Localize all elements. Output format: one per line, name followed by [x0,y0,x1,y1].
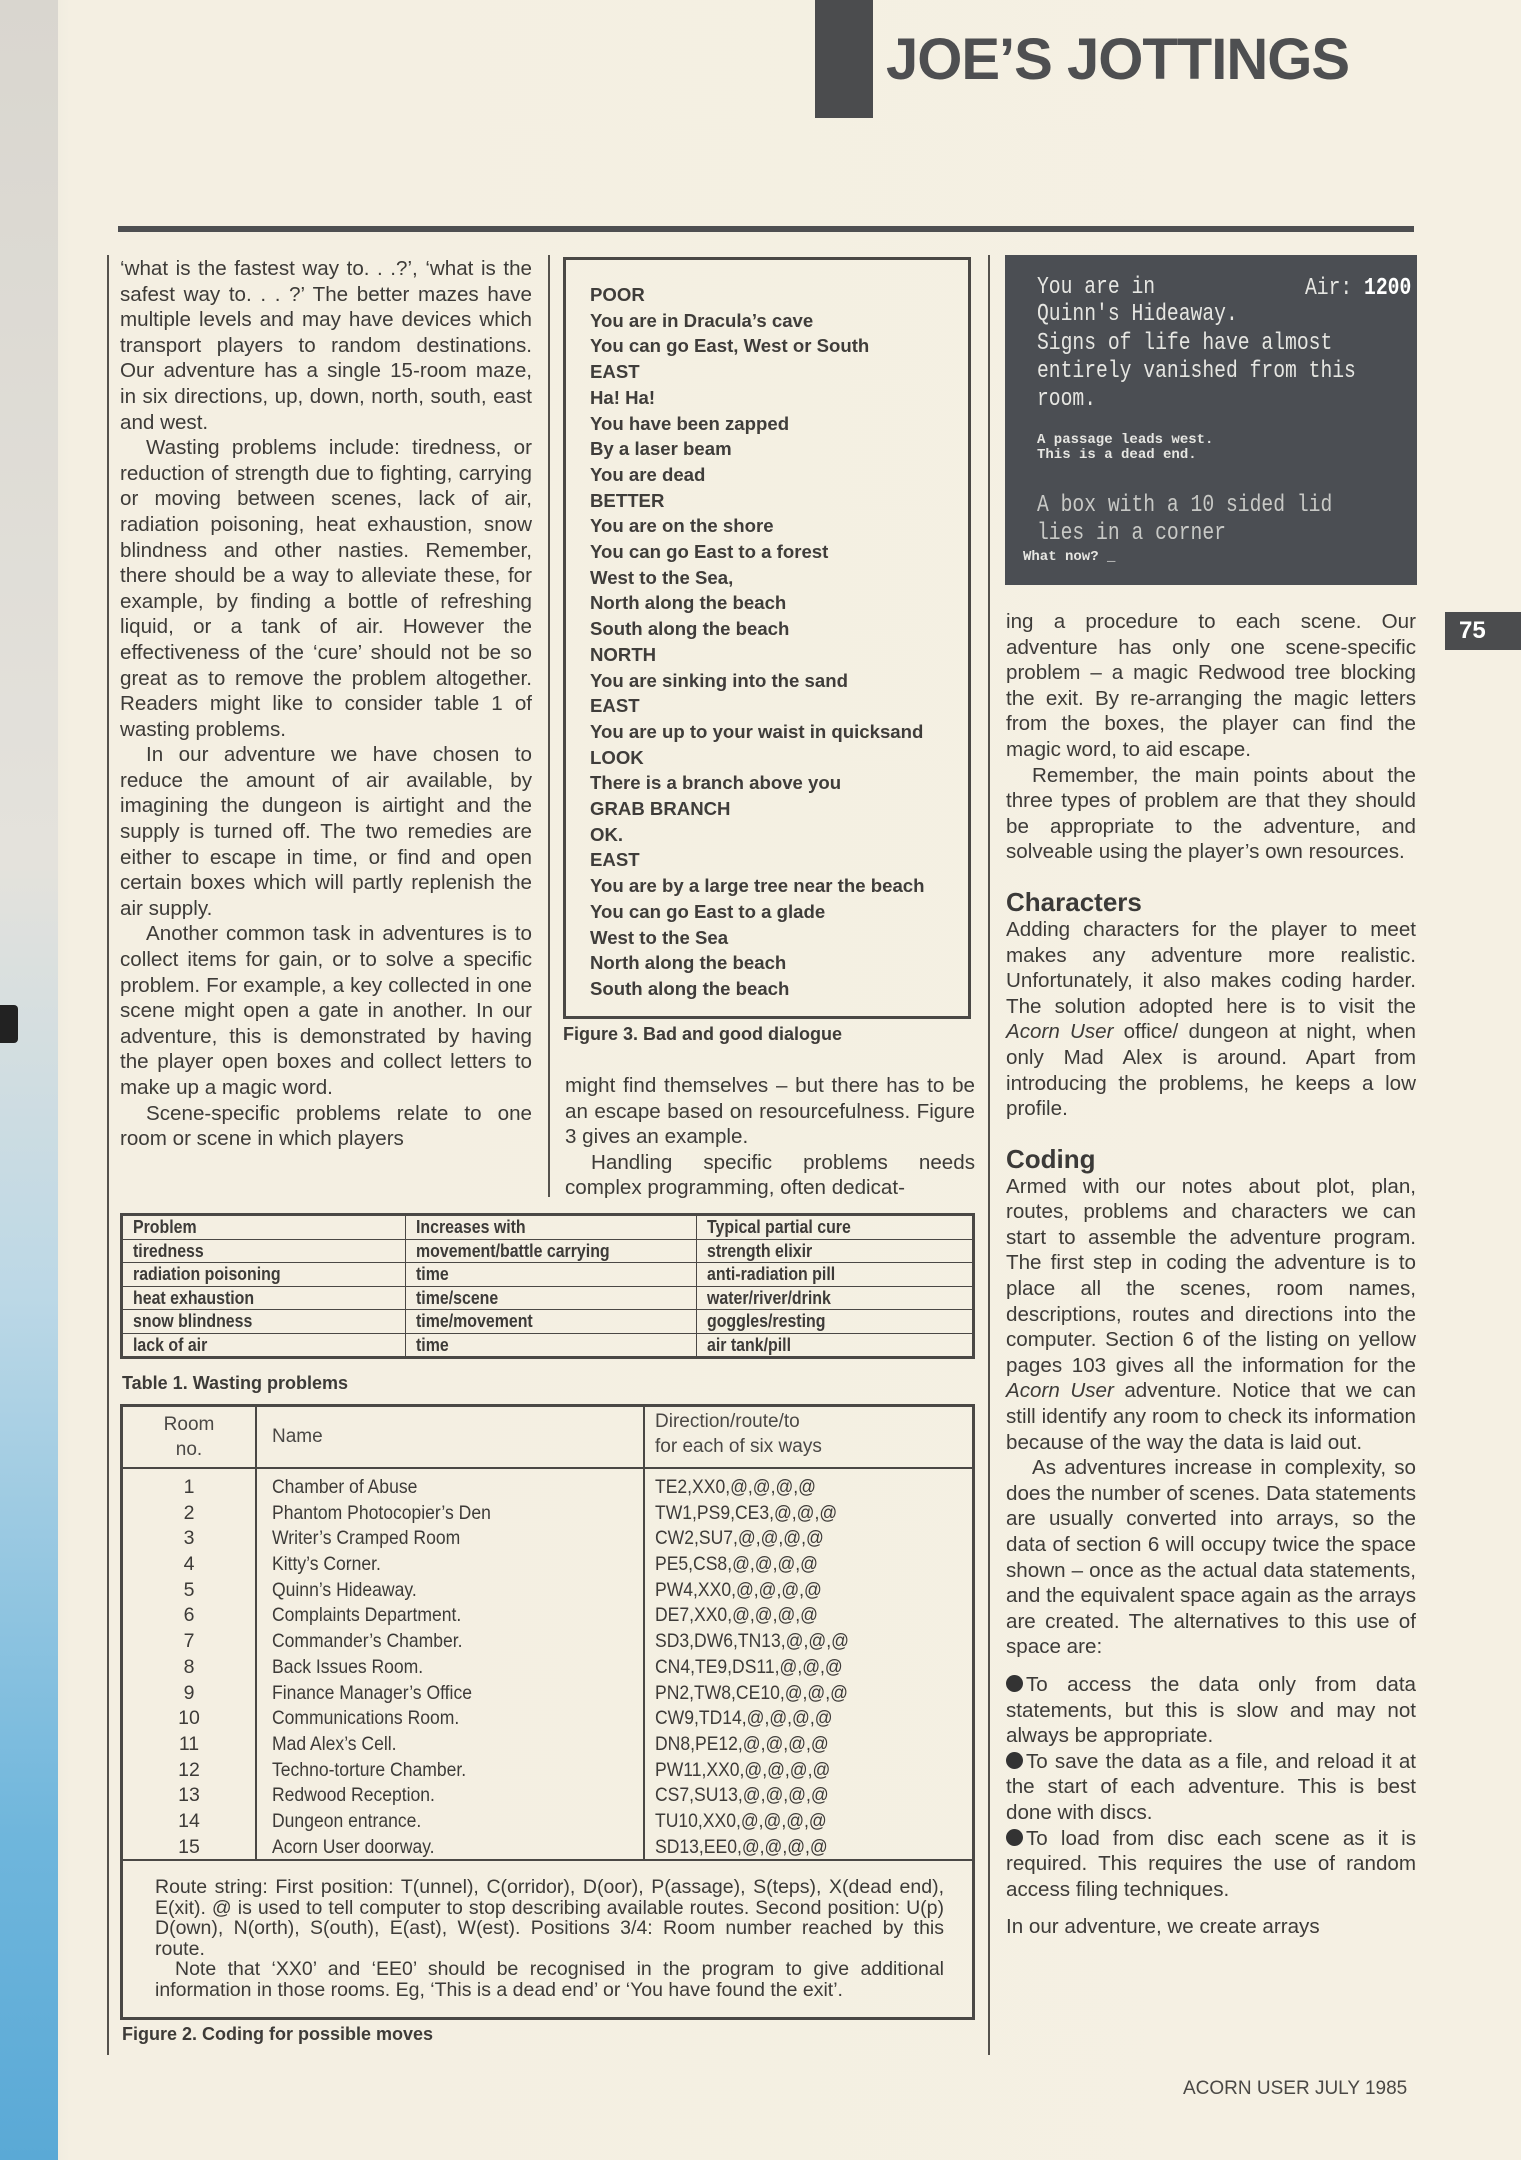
table-row [122,1263,974,1287]
table-cell [122,1310,406,1334]
screen-line: lies in a corner [1037,520,1226,547]
route-string: SD13,EE0,@,@,@,@ [655,1835,828,1858]
table-row [123,1655,972,1681]
table-row [123,1758,972,1784]
bullet-item [1006,1826,1416,1903]
dialogue-line: OK. [590,823,624,845]
route-string: CS7,SU13,@,@,@,@ [655,1784,829,1807]
cell-text: snow blindness [133,1310,253,1332]
column-2 [565,1073,975,1201]
cell-text: time [415,1263,449,1285]
cell-text: time [415,1333,449,1355]
dialogue-line: You are sinking into the sand [590,669,848,691]
table-cell [696,1286,973,1310]
table-cell [122,1263,406,1287]
text: Adding characters for the player to meet makes any adventure more realistic. Unfortunately, it also makes coding harder. The solution adopted here is to visit the [1006,917,1416,1018]
table-cell [405,1239,696,1263]
header-text: for each of six ways [655,1436,822,1457]
route-string: PW4,XX0,@,@,@,@ [655,1578,822,1601]
table-row [123,1809,972,1835]
column-1 [120,256,532,1152]
dialogue-line: You are by a large tree near the beach [590,875,925,897]
room-number: 7 [183,1630,195,1653]
screen-line: You are in [1037,274,1156,301]
cell-text: air tank/pill [706,1333,791,1355]
screen-line: A box with a 10 sided lid [1037,492,1333,519]
table-1-caption: Table 1. Wasting problems [122,1373,349,1393]
route-string: PE5,CS8,@,@,@,@ [655,1553,818,1576]
room-name: Back Issues Room. [272,1655,424,1678]
table-cell [696,1263,973,1287]
table-1-wasting-problems [120,1213,975,1359]
screen-line: A passage leads west. [1037,432,1214,448]
column-rule-middle [548,255,550,1197]
table-cell [122,1239,406,1263]
bullet-text: To load from disc each scene as it is required. This requires the use of random access filing techniques. [1006,1826,1416,1901]
bullet-item [1006,1749,1416,1826]
dialogue-line: EAST [590,695,640,717]
bullet-icon [1006,1829,1023,1846]
paragraph: Scene-specific problems relate to one room or scene in which players [120,1101,532,1151]
cell-text: goggles/resting [706,1310,826,1332]
paragraph: ing a procedure to each scene. Our adventure has only one scene-specific problem – a magic Redwood tree blocking the exit. By re-arranging the magic letters from the boxes, the player can find the magic word, to aid escape. [1006,610,1416,761]
cell-text: heat exhaustion [133,1286,255,1308]
note-text: Note that ‘XX0’ and ‘EE0’ should be recognised in the program to give additional information in those rooms. Eg, ‘This is a dead end’ or ‘You have found the exit’. [155,1958,944,2001]
cell-text: Problem [133,1216,197,1238]
dialogue-line: EAST [590,849,640,871]
table-row [123,1783,972,1809]
dialogue-line: There is a branch above you [590,772,842,794]
room-name: Chamber of Abuse [272,1476,418,1498]
dialogue-line: North along the beach [590,592,787,614]
dialogue-line: You have been zapped [590,412,790,434]
table-row [123,1835,972,1861]
cell-text: radiation poisoning [133,1263,281,1285]
air-label: Air: [1305,275,1353,302]
table-header-row [122,1215,974,1240]
publication-name: Acorn User [1006,1379,1114,1403]
column-3 [1006,609,1416,1940]
table-cell [405,1310,696,1334]
cell-text: time/movement [415,1310,533,1332]
screen-line: entirely vanished from this [1037,358,1356,385]
paragraph [1006,1174,1416,1456]
room-number: 9 [183,1681,195,1704]
room-name: Dungeon entrance. [272,1809,422,1832]
cell-text: anti-radiation pill [706,1263,835,1285]
header-route [655,1409,822,1459]
dialogue-line: North along the beach [590,952,787,974]
dialogue-line: You are up to your waist in quicksand [590,720,924,742]
screen-line: Signs of life have almost [1037,330,1333,357]
room-name: Kitty’s Corner. [272,1553,381,1576]
room-number: 5 [183,1578,195,1601]
route-string: CN4,TE9,DS11,@,@,@ [655,1655,843,1678]
room-number: 6 [183,1604,195,1627]
previous-page-mark [0,1005,18,1043]
dialogue-line: You are in Dracula’s cave [590,309,814,331]
route-string: PN2,TW8,CE10,@,@,@ [655,1681,848,1704]
table-row [123,1475,972,1501]
figure-3-caption: Figure 3. Bad and good dialogue [563,1024,843,1044]
table-row [123,1706,972,1732]
air-value: 1200 [1364,275,1412,302]
figure-3-dialogue-box [563,257,971,1019]
header-text: Direction/route/to [655,1411,800,1432]
paragraph: might find themselves – but there has to be an escape based on resourcefulness. Figure 3 gives an example. [565,1074,975,1149]
cell-text: tiredness [133,1239,204,1261]
route-string: CW2,SU7,@,@,@,@ [655,1527,824,1550]
cell-text: Typical partial cure [706,1216,851,1238]
paragraph: In our adventure, we create arrays [1006,1915,1320,1939]
dialogue-line: EAST [590,361,640,383]
room-number: 3 [183,1527,195,1550]
table-cell [122,1286,406,1310]
dialogue-line: South along the beach [590,618,790,640]
footer-issue: ACORN USER JULY 1985 [1183,2078,1408,2099]
page-number: 75 [1445,612,1521,650]
cell-text: lack of air [133,1333,208,1355]
room-number: 10 [178,1707,200,1730]
bullet-item [1006,1672,1416,1749]
paragraph: Remember, the main points about the three types of problem are that they should be appropriate to the adventure, and solveable using the player’s own resources. [1006,763,1416,864]
room-name: Phantom Photocopier’s Den [272,1501,491,1524]
room-number: 8 [183,1655,195,1678]
dialogue-line: You can go East to a forest [590,541,829,563]
table-row [122,1310,974,1334]
header-rule [118,226,1414,232]
room-name: Communications Room. [272,1707,460,1730]
table-row [122,1239,974,1263]
page-curl-edge [0,0,58,2160]
bullet-icon [1006,1675,1023,1692]
dialogue-line: West to the Sea [590,926,729,948]
cell-text: time/scene [415,1286,499,1308]
route-string: TE2,XX0,@,@,@,@ [655,1476,817,1498]
cell-text: water/river/drink [706,1286,831,1308]
column-rule-right [988,255,990,2055]
paragraph: Handling specific problems needs complex programming, often dedicat- [565,1150,975,1200]
dialogue-line: LOOK [590,746,644,768]
screen-line: Quinn's Hideaway. [1037,301,1238,328]
paragraph: As adventures increase in complexity, so does the number of scenes. Data statements are usually converted into arrays, so the data of section 6 will occupy twice the space shown – once as the actual data statements, and the equivalent space again as the arrays are created. The alternatives to this use of space are: [1006,1456,1416,1659]
air-readout [1305,275,1411,302]
figure-2-caption: Figure 2. Coding for possible moves [122,2024,434,2044]
room-name: Quinn’s Hideaway. [272,1578,417,1601]
bullet-text: To access the data only from data statements, but this is slow and may not always be appropriate. [1006,1672,1416,1748]
paragraph [1006,917,1416,1122]
screen-line: This is a dead end. [1037,447,1197,463]
route-string: SD3,DW6,TN13,@,@,@ [655,1630,849,1653]
dialogue-line: By a laser beam [590,438,732,460]
table-body [123,1475,972,1860]
route-string: DE7,XX0,@,@,@,@ [655,1604,818,1627]
column-rule-left [107,255,109,2055]
header-text: Room [163,1414,215,1435]
room-name: Acorn User doorway. [272,1835,435,1858]
table-row [123,1526,972,1552]
dialogue-line: BETTER [590,489,665,511]
text: adventure. Notice that we can still identify any room to check its information because of the way the data is laid out. [1006,1379,1416,1454]
dialogue-line: NORTH [590,643,657,665]
header-block [815,0,873,118]
dialogue-line: You can go East to a glade [590,900,826,922]
room-name: Mad Alex’s Cell. [272,1732,397,1755]
dialogue-line: POOR [590,284,645,305]
room-number: 15 [178,1835,200,1858]
section-heading-coding: Coding [1006,1143,1096,1174]
dialogue-line: You are on the shore [590,515,774,537]
bullet-icon [1006,1752,1023,1769]
paragraph: Another common task in adventures is to collect items for gain, or to solve a specific problem. For example, a key collected in one scene might open a gate in another. In our adventure, this is demonstrated by having the player open boxes and collect letters to make up a magic word. [120,922,532,1099]
room-name: Complaints Department. [272,1604,462,1627]
route-string: PW11,XX0,@,@,@,@ [655,1758,831,1781]
table-cell [405,1215,696,1240]
header-name: Name [272,1426,323,1447]
figure-2-room-table [120,1404,975,2020]
dialogue-line: GRAB BRANCH [590,798,731,820]
table-cell [696,1215,973,1240]
table-row [122,1333,974,1358]
cell-text: strength elixir [706,1239,812,1261]
room-name: Redwood Reception. [272,1784,435,1807]
table-row [123,1603,972,1629]
room-name: Writer’s Cramped Room [272,1527,461,1550]
table-row [123,1732,972,1758]
route-string: DN8,PE12,@,@,@,@ [655,1732,829,1755]
cell-text: Increases with [415,1216,526,1238]
dialogue-line: Ha! Ha! [590,386,656,408]
dialogue-line: West to the Sea, [590,566,734,588]
route-string: CW9,TD14,@,@,@,@ [655,1707,833,1730]
table-cell [405,1263,696,1287]
dialogue-line: You are dead [590,463,706,485]
table-row [123,1578,972,1604]
screen-prompt: What now? _ [1023,549,1116,565]
note-text: Route string: First position: T(unnel), C(orridor), D(oor), P(assage), S(teps), X(dead end), E(xit). @ is used to tell computer to stop describing available routes. Second position: U(p) D(own), N(orth), S(outh), E(ast), W(est). Positions 3/4: Room number reached by this route. [155,1876,944,1960]
room-name: Techno-torture Chamber. [272,1758,467,1781]
room-number: 1 [183,1476,195,1498]
dialogue-line: South along the beach [590,977,790,999]
table-cell [696,1310,973,1334]
publication-name: Acorn User [1006,1020,1114,1044]
table-row [123,1552,972,1578]
room-number: 13 [178,1784,200,1807]
paragraph: Wasting problems include: tiredness, or reduction of strength due to fighting, carrying or moving between scenes, lack of air, radiation poisoning, heat exhaustion, snow blindness and other nasties. Remember, there should be a way to alleviate these, for example, by finding a bottle of refreshing liquid, or a tank of air. However the effectiveness of the ‘cure’ should not be so great as to remove the problem altogether. Readers might like to consider table 1 of wasting problems. [120,436,532,741]
table-row [123,1501,972,1527]
route-string-note [123,1859,972,2000]
header-text: no. [175,1439,203,1460]
dialogue-line: You can go East, West or South [590,335,870,357]
text: Armed with our notes about plot, plan, routes, problems and characters we can start to assemble the adventure program. The first step in coding the adventure is to place all the scenes, room names, descriptions, routes and directions into the computer. Section 6 of the listing on yellow pages 103 gives all the information for the [1006,1174,1416,1377]
table-cell [696,1333,973,1358]
screen-line: room. [1037,386,1097,413]
table-row [123,1629,972,1655]
room-number: 12 [178,1758,200,1781]
table-cell [122,1215,406,1240]
room-number: 11 [178,1732,200,1755]
paragraph: ‘what is the fastest way to. . .?’, ‘what is the safest way to. . . ?’ The better mazes have multiple levels and may have devices which transport players to random destinations. Our adventure has a single 15-room maze, in six directions, up, down, north, south, east and west. [120,257,532,434]
table-cell [696,1239,973,1263]
bullet-text: To save the data as a file, and reload it at the start of each adventure. This is best done with discs. [1006,1749,1416,1824]
table-cell [122,1333,406,1358]
table-cell [405,1333,696,1358]
route-string: TW1,PS9,CE3,@,@,@ [655,1501,838,1524]
room-number: 14 [178,1809,200,1832]
room-number: 2 [183,1501,195,1524]
section-heading-characters: Characters [1006,886,1142,917]
header-room-no [123,1412,255,1462]
table-row [123,1681,972,1707]
room-number: 4 [183,1553,195,1576]
game-screenshot [1005,255,1417,585]
room-name: Commander’s Chamber. [272,1630,463,1653]
text: office/ dungeon at night, when only Mad Alex is around. Apart from introducing the problems, he keeps a low profile. [1006,1020,1417,1121]
route-string: TU10,XX0,@,@,@,@ [655,1809,827,1832]
room-name: Finance Manager’s Office [272,1681,472,1704]
page-title: JOE’S JOTTINGS [886,27,1349,92]
table-cell [405,1286,696,1310]
paragraph: In our adventure we have chosen to reduce the amount of air available, by imagining the dungeon is airtight and the supply is turned off. The two remedies are either to escape in time, or find and open certain boxes which will partly replenish the air supply. [120,743,532,920]
cell-text: movement/battle carrying [415,1239,610,1261]
table-row [122,1286,974,1310]
